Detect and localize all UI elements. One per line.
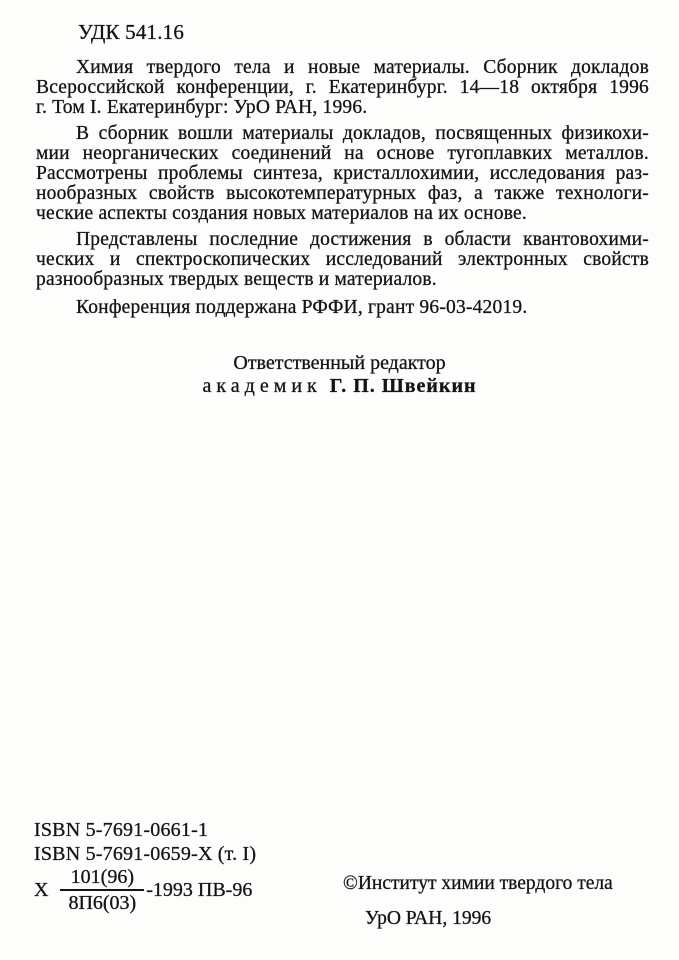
text-line: нообразных свойств высокотемпературных фаз, а также технологи- [36, 183, 649, 204]
paragraph-grant-note [36, 298, 649, 318]
editor-rank: академик [202, 375, 322, 397]
paragraph-abstract-1 [36, 124, 649, 224]
editor-name: Г. П. Швейкин [329, 375, 477, 397]
text-line: Представлены последние достижения в области квантовохими- [76, 229, 649, 250]
editor-block [0, 352, 679, 398]
text-line: Всероссийской конференции, г. Екатеринбург. 14—18 октября 1996 [36, 77, 649, 98]
editor-role: Ответственный редактор [233, 352, 446, 374]
text-line: мии неорганических соединений на основе тугоплавких металлов. [36, 143, 649, 164]
catalog-fraction-denominator: 8П6(03) [68, 892, 137, 914]
text-line: Химия твердого тела и новые материалы. Сборник докладов [76, 57, 649, 78]
copyright-block [343, 872, 613, 930]
text-line: Конференция поддержана РФФИ, грант 96-03-42019. [76, 297, 528, 318]
paragraph-abstract-2 [36, 230, 649, 290]
isbn-line-2: ISBN 5-7691-0659-X (т. I) [34, 843, 257, 865]
udc-number: УДК 541.16 [78, 20, 185, 44]
text-line: Рассмотрены проблемы синтеза, кристаллохимии, исследования раз- [36, 163, 649, 184]
isbn-line-1: ISBN 5-7691-0661-1 [34, 819, 209, 841]
text-line: ческих и спектроскопических исследований электронных свойств [36, 249, 649, 270]
copyright-line-2: УрО РАН, 1996 [365, 908, 492, 929]
text-line: г. Том I. Екатеринбург: УрО РАН, 1996. [36, 97, 368, 118]
text-line: В сборник вошли материалы докладов, посвященных физикохи- [76, 123, 649, 144]
text-line: разнообразных твердых веществ и материалов. [36, 269, 437, 290]
annotation-block [36, 20, 649, 324]
text-line: ческие аспекты создания новых материалов на их основе. [36, 203, 527, 224]
copyright-line-1: ©Институт химии твердого тела [343, 873, 613, 894]
editor-name-line [0, 375, 679, 398]
catalog-prefix: Х [34, 878, 49, 901]
paragraph-bibliographic-entry [36, 58, 649, 118]
catalog-fraction [60, 866, 144, 914]
catalog-code-row [34, 866, 252, 914]
catalog-suffix: -1993 ПВ-96 [146, 878, 253, 901]
isbn-block [34, 818, 256, 866]
catalog-fraction-numerator: 101(96) [60, 866, 144, 891]
